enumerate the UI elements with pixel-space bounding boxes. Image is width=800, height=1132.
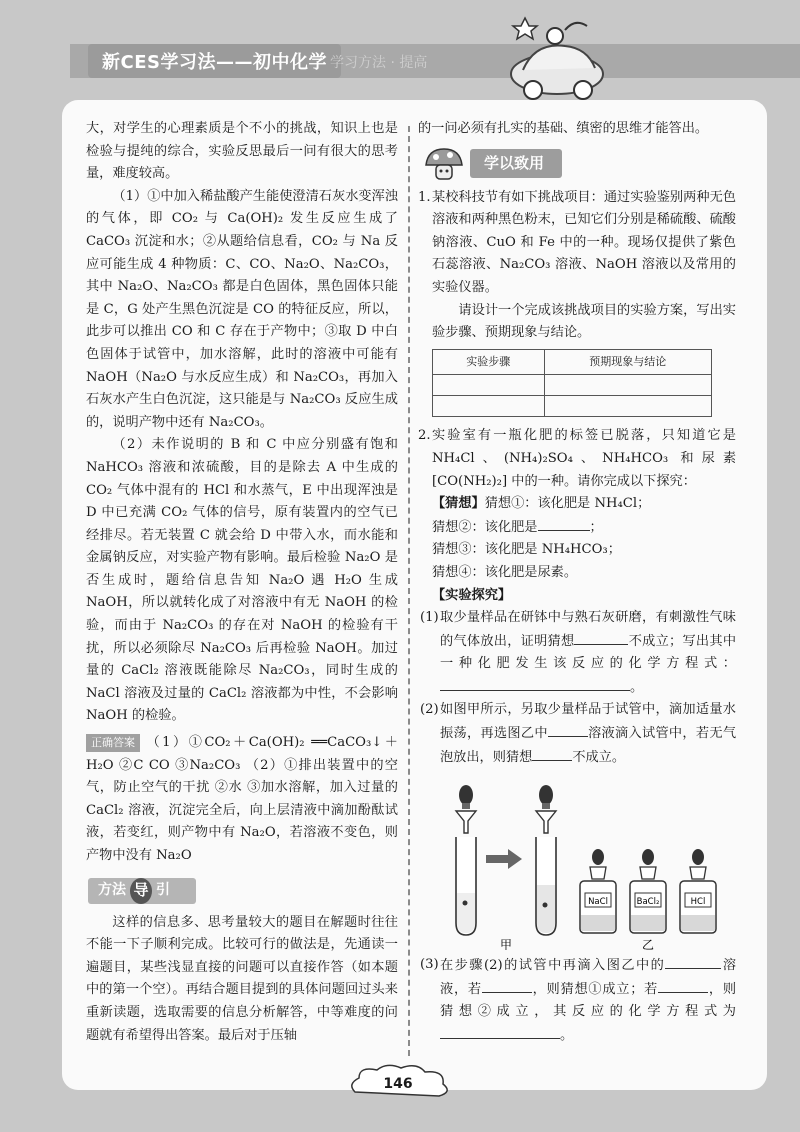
table-row bbox=[433, 396, 712, 417]
step-1-text-b: 不成立；写出其中一种化肥发生该反应的化学方程式： bbox=[440, 633, 737, 672]
left-paragraph-1: 大，对学生的心理素质是个不小的挑战，知识上也是检验与提纯的综合，实验反思最后一问有很大的思考量，难度较高。 bbox=[86, 121, 398, 182]
reagent-bottle-icon bbox=[680, 849, 716, 933]
left-paragraph-3: （2）未作说明的 B 和 C 中应分别盛有饱和 NaHCO₃ 溶液和浓硫酸，目的是除去 A 中生成的 CO₂ 气体中混有的 HCl 和水蒸气，E 中出现浑浊是 D 中已充满 CO₂ 气体的信号，原有装置内的空气已经排尽。若无装置 C 就会给 D 中带入水，而水能和金属钠反应，对实验产物有影响。最后检验 Na₂O 是否生成时，题给信息告知 Na₂O 遇 H₂O 生成 NaOH，所以就转化成了对溶液中有无 NaOH 的检验，而由于 Na₂CO₃ 的存在对 NaOH 的检验有干扰，所以必须除尽 Na₂CO₃ 后再检验 NaOH。加过量的 CaCl₂ 溶液既能除尽 Na₂CO₃，同时生成的 NaCl 溶液及过量的 CaCl₂ 溶液都为中性，不会影响 NaOH 的检验。 bbox=[86, 437, 398, 724]
reagent-bottle-icon bbox=[580, 849, 616, 933]
guess-1 bbox=[432, 493, 736, 516]
step-1-number: (1) bbox=[420, 610, 439, 626]
step-3 bbox=[418, 954, 736, 1047]
bottle-label-nacl: NaCl bbox=[588, 897, 608, 908]
answer-label: 正确答案 bbox=[86, 734, 140, 752]
question-2-text: 实验室有一瓶化肥的标签已脱落，只知道它是 NH₄Cl、(NH₄)₂SO₄、NH₄HCO₃ 和尿素 [CO(NH₂)₂] 中的一种。请你完成以下探究： bbox=[432, 428, 736, 489]
step-3-text-e: 。 bbox=[560, 1028, 574, 1044]
method-guide-heading bbox=[88, 878, 398, 904]
guess-3: 猜想③：该化肥是 NH₄HCO₃； bbox=[432, 542, 621, 558]
right-column bbox=[418, 118, 736, 1048]
step-3-text-a: 在步骤(2)的试管中再滴入图乙中的 bbox=[440, 958, 666, 974]
explore-label: 【实验探究】 bbox=[432, 587, 512, 603]
right-paragraph-0: 的一问必须有扎实的基础、缜密的思维才能答出。 bbox=[418, 121, 709, 136]
step-2-text bbox=[440, 699, 736, 769]
question-1 bbox=[418, 187, 736, 345]
step-1-blank-1[interactable] bbox=[574, 630, 628, 645]
step-2-text-a: 如图甲所示，另取少量样品于试管中，滴加适量水振荡，再选图乙中 bbox=[440, 702, 736, 742]
header-title: 新CES学习法——初中化学 bbox=[102, 52, 327, 73]
step-3-text-b: 溶液，若 bbox=[440, 958, 736, 997]
table-cell[interactable] bbox=[544, 375, 711, 396]
step-3-blank-4[interactable] bbox=[440, 1024, 560, 1039]
step-2-blank-1[interactable] bbox=[548, 722, 588, 737]
step-3-text-d: ，则猜想②成立，其反应的化学方程式为 bbox=[440, 981, 737, 1020]
step-3-text bbox=[440, 954, 736, 1047]
apparatus-figure bbox=[418, 775, 728, 950]
step-2-number: (2) bbox=[420, 702, 439, 718]
reagent-bottle-icon bbox=[630, 849, 666, 933]
experiment-table bbox=[432, 349, 712, 418]
section-heading bbox=[422, 147, 736, 181]
bottle-label-bacl2: BaCl₂ bbox=[636, 897, 660, 908]
header-ghost-text: 学习方法 · 提高 bbox=[330, 55, 428, 71]
apparatus-drawing bbox=[418, 775, 728, 950]
step-1-text-c: 。 bbox=[630, 679, 644, 695]
left-column bbox=[86, 118, 398, 1047]
question-1-number: 1. bbox=[418, 189, 431, 205]
step-1 bbox=[418, 607, 736, 699]
step-1-text-a: 取少量样品在研钵中与熟石灰研磨，有刺激性气味的气体放出，证明猜想 bbox=[440, 610, 736, 649]
step-3-number: (3) bbox=[420, 957, 439, 973]
column-divider bbox=[408, 126, 410, 1056]
step-3-blank-1[interactable] bbox=[665, 954, 721, 969]
question-2 bbox=[418, 425, 736, 607]
step-2-text-b: 溶液滴入试管中，若无气泡放出，则猜想 bbox=[440, 726, 737, 765]
dropper-icon bbox=[456, 785, 476, 833]
method-guide-label-c: 引 bbox=[156, 882, 170, 899]
step-3-blank-3[interactable] bbox=[658, 978, 708, 993]
guess-2 bbox=[432, 516, 736, 540]
left-paragraph-2: （1）①中加入稀盐酸产生能使澄清石灰水变浑浊的气体，即 CO₂ 与 Ca(OH)₂ 发生反应生成了 CaCO₃ 沉淀和水；②从题给信息看，CO₂ 与 Na 反应可能生成 4 种物质：C、CO、Na₂O、Na₂CO₃，其中 Na₂O、Na₂CO₃ 都是白色固体，黑色固体只能是 C，G 处产生黑色沉淀是 CO 的特征反应，所以，此步可以推出 CO 和 C 存在于产物中；③取 D 中白色固体于试管中，加水溶解，此时的溶液中可能有 NaOH（Na₂O 与水反应生成）和 Na₂CO₃，再加入石灰水产生白色沉淀，这只能是与 Na₂CO₃ 反应生成的，说明产物中还有 Na₂CO₃。 bbox=[86, 188, 398, 430]
table-cell[interactable] bbox=[544, 396, 711, 417]
header-tab bbox=[88, 44, 341, 78]
answer-block bbox=[86, 732, 398, 868]
mascot-car-illustration bbox=[495, 12, 615, 102]
answer-text: （1）①CO₂＋Ca(OH)₂ ══CaCO₃↓＋H₂O ②C CO ③Na₂CO₃ （2）①排出装置中的空气，防止空气的干扰 ②水 ③加水溶解，加入过量的 CaCl₂ 溶液，沉淀完全后，向上层清液中滴加酚酞试液，若变红，则产物中有 Na₂O，若溶液不变色，则产物中没有 Na₂O bbox=[86, 735, 398, 863]
guess-2-end: ； bbox=[589, 519, 603, 535]
page-number: 146 bbox=[383, 1076, 413, 1092]
bottle-label-hcl: HCl bbox=[690, 897, 706, 908]
step-3-text-c: ，则猜想①成立；若 bbox=[531, 981, 659, 997]
table-cell[interactable] bbox=[433, 375, 545, 396]
method-guide-label-b: 导 bbox=[130, 878, 152, 904]
step-1-blank-2[interactable] bbox=[440, 676, 630, 691]
question-1-instruction: 请设计一个完成该挑战项目的实验方案，写出实验步骤、预期现象与结论。 bbox=[432, 302, 736, 341]
step-2-blank-2[interactable] bbox=[532, 746, 572, 761]
mushroom-icon bbox=[422, 147, 466, 181]
dropper-icon bbox=[536, 785, 556, 833]
test-tube-icon bbox=[536, 837, 556, 935]
table-row bbox=[433, 375, 712, 396]
figure-label-jia: 甲 bbox=[499, 938, 513, 951]
step-1-text bbox=[440, 607, 736, 699]
figure-label-yi: 乙 bbox=[641, 938, 655, 951]
question-1-text: 某校科技节有如下挑战项目：通过实验鉴别两种无色溶液和两种黑色粉末，已知它们分别是稀硫酸、硫酸钠溶液、CuO 和 Fe 中的一种。现场仅提供了紫色石蕊溶液、Na₂CO₃ 溶液、NaOH 溶液以及常用的实验仪器。 bbox=[432, 189, 736, 295]
guess-label: 【猜想】 bbox=[432, 496, 485, 512]
method-guide-badge bbox=[88, 878, 196, 904]
step-2 bbox=[418, 699, 736, 769]
step-3-blank-2[interactable] bbox=[482, 978, 532, 993]
arrow-right-icon bbox=[486, 849, 522, 869]
method-guide-label-a: 方法 bbox=[98, 882, 126, 899]
guess-4: 猜想④：该化肥是尿素。 bbox=[432, 564, 578, 580]
guess-2-blank[interactable] bbox=[538, 516, 590, 531]
question-2-number: 2. bbox=[418, 428, 431, 444]
section-title: 学以致用 bbox=[470, 149, 562, 178]
left-paragraph-4: 这样的信息多、思考量较大的题目在解题时往往不能一下子顺利完成。比较可行的做法是，先通读一遍题目，某些浅显直接的问题可以直接作答（如本题中的第一个空）。再结合题目提到的具体问题回过头来重新读题，选取需要的信息分析解答，中等难度的问题就有希望得出答案。最后对于压轴 bbox=[86, 914, 398, 1043]
table-header-results: 预期现象与结论 bbox=[544, 349, 711, 375]
step-2-text-c: 不成立。 bbox=[572, 749, 626, 765]
table-cell[interactable] bbox=[433, 396, 545, 417]
guess-2-text: 猜想②：该化肥是 bbox=[432, 519, 538, 535]
table-header-steps: 实验步骤 bbox=[433, 349, 545, 375]
table-header-row bbox=[433, 349, 712, 375]
guess-1-text: 猜想①：该化肥是 NH₄Cl； bbox=[484, 496, 651, 512]
test-tube-icon bbox=[456, 837, 476, 935]
